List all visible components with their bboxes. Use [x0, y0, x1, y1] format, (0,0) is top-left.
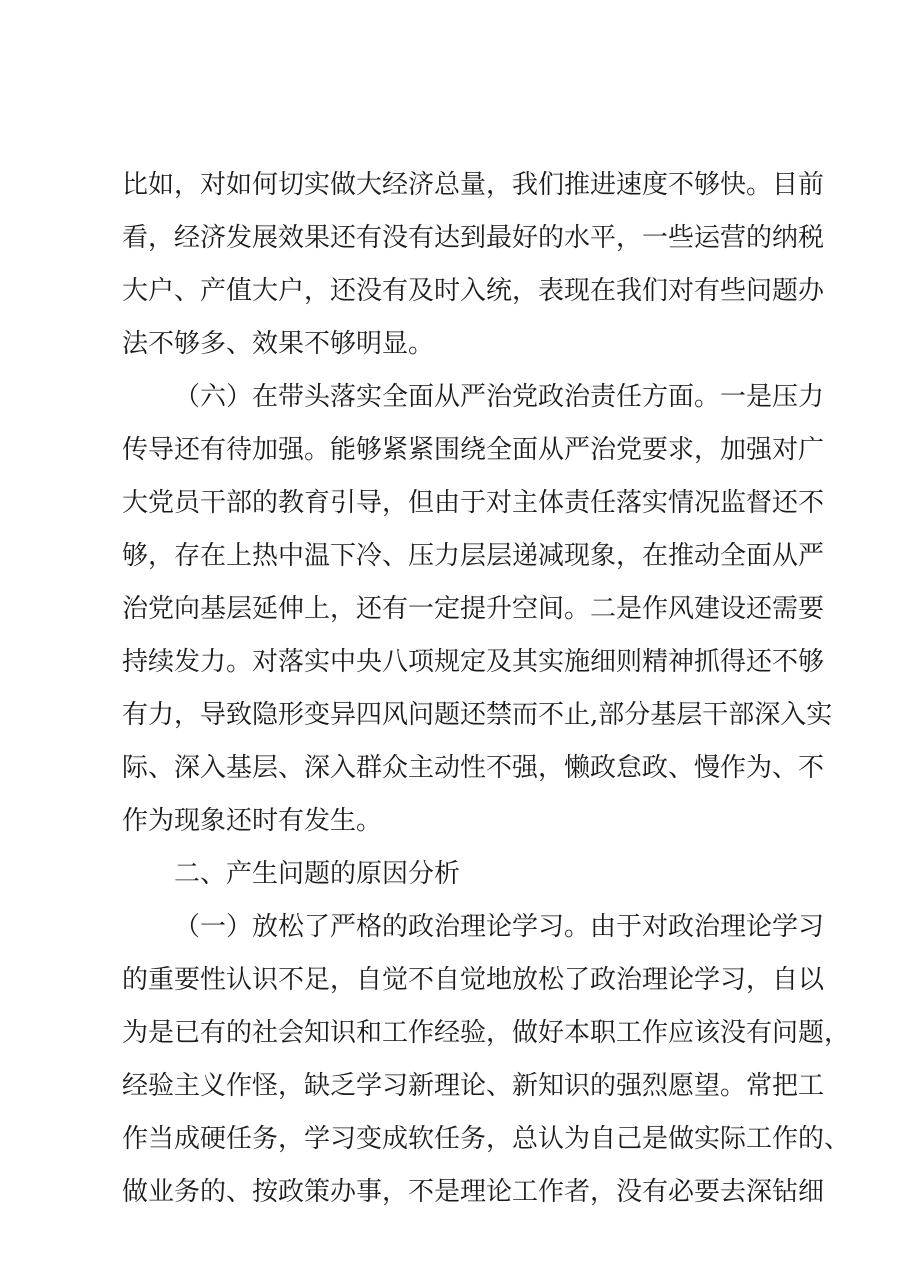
paragraph-line: 作为现象还时有发生。 [122, 806, 383, 836]
paragraph-line: 看，经济发展效果还有没有达到最好的水平，一些运营的纳税 [122, 223, 825, 253]
paragraph-line: 大党员干部的教育引导，但由于对主体责任落实情况监督还不 [122, 488, 825, 518]
paragraph-line: 大户、产值大户，还没有及时入统，表现在我们对有些问题办 [122, 276, 825, 306]
paragraph-line: 际、深入基层、深入群众主动性不强，懒政怠政、慢作为、不 [122, 753, 825, 783]
paragraph-line: 有力，导致隐形变异四风问题还禁而不止,部分基层干部深入实 [122, 700, 833, 730]
paragraph-line: 做业务的、按政策办事，不是理论工作者，没有必要去深钻细 [122, 1177, 825, 1207]
paragraph-line: 比如，对如何切实做大经济总量，我们推进速度不够快。目前 [122, 170, 825, 200]
paragraph-line: 为是已有的社会知识和工作经验，做好本职工作应该没有问题， [122, 1018, 851, 1048]
paragraph-line: 法不够多、效果不够明显。 [122, 329, 435, 359]
paragraph-line: （一）放松了严格的政治理论学习。由于对政治理论学习 [174, 912, 825, 942]
paragraph-line: 够，存在上热中温下冷、压力层层递减现象，在推动全面从严 [122, 541, 825, 571]
paragraph-line: 治党向基层延伸上，还有一定提升空间。二是作风建设还需要 [122, 594, 825, 624]
paragraph-line: （六）在带头落实全面从严治党政治责任方面。一是压力 [174, 382, 825, 412]
paragraph-line: 经验主义作怪，缺乏学习新理论、新知识的强烈愿望。常把工 [122, 1071, 825, 1101]
paragraph-line: 持续发力。对落实中央八项规定及其实施细则精神抓得还不够 [122, 647, 825, 677]
paragraph-line: 传导还有待加强。能够紧紧围绕全面从严治党要求，加强对广 [122, 435, 825, 465]
paragraph-line: 作当成硬任务，学习变成软任务，总认为自己是做实际工作的、 [122, 1124, 851, 1154]
paragraph-line: 的重要性认识不足，自觉不自觉地放松了政治理论学习，自以 [122, 965, 825, 995]
section-heading: 二、产生问题的原因分析 [174, 859, 461, 889]
